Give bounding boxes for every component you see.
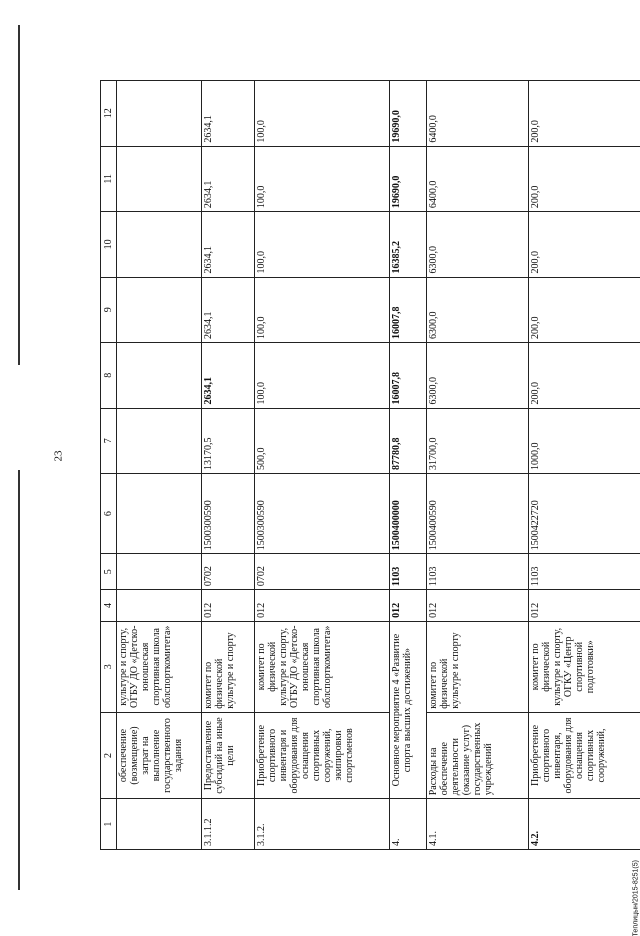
cell-csr xyxy=(117,474,202,554)
cell-year: 2634,1 xyxy=(201,81,255,147)
cell-number: 3.1.2. xyxy=(255,799,390,850)
cell-year: 100,0 xyxy=(255,277,390,342)
cell-total: 87780,8 xyxy=(390,408,427,473)
footer-code: Теплицын/2015-8251(5) xyxy=(632,860,639,936)
header-cell: 2 xyxy=(101,712,117,799)
cell-total: 31700,0 xyxy=(426,408,528,473)
header-cell: 12 xyxy=(101,81,117,147)
cell-year xyxy=(117,146,202,211)
header-cell: 11 xyxy=(101,146,117,211)
cell-name: Основное мероприятие 4 «Развитие спорта высших достижений» xyxy=(390,621,427,798)
cell-number: 4.2. xyxy=(528,799,640,850)
cell-grbs xyxy=(117,590,202,622)
cell-year: 100,0 xyxy=(255,212,390,277)
cell-total xyxy=(117,408,202,473)
cell-grbs: 012 xyxy=(426,590,528,622)
cell-number: 4. xyxy=(390,799,427,850)
cell-year: 19690,0 xyxy=(390,81,427,147)
cell-grbs: 012 xyxy=(201,590,255,622)
cell-year: 6300,0 xyxy=(426,212,528,277)
cell-name: Приобретение спортивного инвентаря, оборудования для оснащения спортивных сооружений, xyxy=(528,712,640,799)
cell-name: Приобретение спортивного инвентаря и оборудования для оснащения спортивных сооружений, экипировки спортсменов xyxy=(255,712,390,799)
cell-grbs: 012 xyxy=(255,590,390,622)
table-row xyxy=(201,81,255,850)
cell-csr: 1500300590 xyxy=(255,474,390,554)
header-cell: 7 xyxy=(101,408,117,473)
cell-year: 2634,1 xyxy=(201,277,255,342)
cell-grbs: 012 xyxy=(390,590,427,622)
cell-name: Предоставление субсидий на иные цели xyxy=(201,712,255,799)
cell-number xyxy=(117,799,202,850)
table-row xyxy=(117,81,202,850)
table-row xyxy=(528,81,640,850)
header-cell: 10 xyxy=(101,212,117,277)
cell-year xyxy=(117,277,202,342)
header-cell: 6 xyxy=(101,474,117,554)
header-row xyxy=(101,81,117,850)
cell-total: 500,0 xyxy=(255,408,390,473)
cell-year xyxy=(117,81,202,147)
left-margin-line-bottom xyxy=(18,470,20,890)
cell-rzpr: 0702 xyxy=(201,554,255,590)
cell-number: 4.1. xyxy=(426,799,528,850)
cell-year xyxy=(117,212,202,277)
cell-year: 200,0 xyxy=(528,343,640,408)
budget-table xyxy=(100,80,640,850)
header-cell: 3 xyxy=(101,621,117,712)
cell-csr: 1500400590 xyxy=(426,474,528,554)
cell-rzpr: 1103 xyxy=(390,554,427,590)
cell-executor: культуре и спорту, ОГБУ ДО «Детско-юношеская спортивная школа облспорткомитета» xyxy=(117,621,202,712)
header-cell: 8 xyxy=(101,343,117,408)
left-margin-line-top xyxy=(18,25,20,365)
cell-csr: 1500400000 xyxy=(390,474,427,554)
cell-rzpr: 0702 xyxy=(255,554,390,590)
cell-year: 16007,8 xyxy=(390,343,427,408)
header-cell: 1 xyxy=(101,799,117,850)
table-row xyxy=(255,81,390,850)
cell-year: 100,0 xyxy=(255,343,390,408)
cell-year: 16007,8 xyxy=(390,277,427,342)
cell-year: 100,0 xyxy=(255,146,390,211)
cell-executor: комитет по физической культуре и спорту xyxy=(426,621,528,712)
cell-year: 19690,0 xyxy=(390,146,427,211)
cell-csr: 1500422720 xyxy=(528,474,640,554)
table-row xyxy=(426,81,528,850)
cell-year: 6400,0 xyxy=(426,146,528,211)
cell-executor: комитет по физической культуре и спорту, ОГБУ ДО «Детско-юношеская спортивная школа облспорткомитета» xyxy=(255,621,390,712)
header-cell: 5 xyxy=(101,554,117,590)
cell-rzpr: 1103 xyxy=(528,554,640,590)
cell-name: обеспечение (возмещение) затрат на выполнение государственного задания xyxy=(117,712,202,799)
cell-year: 200,0 xyxy=(528,146,640,211)
cell-year: 2634,1 xyxy=(201,212,255,277)
cell-year: 200,0 xyxy=(528,277,640,342)
cell-year: 6300,0 xyxy=(426,343,528,408)
cell-csr: 1500300590 xyxy=(201,474,255,554)
rotated-table-container xyxy=(100,80,640,850)
cell-year: 200,0 xyxy=(528,81,640,147)
cell-total: 1000,0 xyxy=(528,408,640,473)
header-cell: 9 xyxy=(101,277,117,342)
cell-year: 2634,1 xyxy=(201,146,255,211)
cell-executor: комитет по физической культуре и спорту, ОГКУ «Центр спортивной подготовки» xyxy=(528,621,640,712)
cell-number: 3.1.1.2 xyxy=(201,799,255,850)
page-number: 23 xyxy=(52,450,65,462)
cell-year: 16385,2 xyxy=(390,212,427,277)
cell-executor: комитет по физической культуре и спорту xyxy=(201,621,255,712)
cell-rzpr: 1103 xyxy=(426,554,528,590)
cell-year: 100,0 xyxy=(255,81,390,147)
cell-grbs: 012 xyxy=(528,590,640,622)
cell-year xyxy=(117,343,202,408)
cell-rzpr xyxy=(117,554,202,590)
cell-year: 6300,0 xyxy=(426,277,528,342)
cell-year: 6400,0 xyxy=(426,81,528,147)
rotated-table-wrapper xyxy=(100,80,640,850)
cell-total: 13170,5 xyxy=(201,408,255,473)
cell-year: 2634,1 xyxy=(201,343,255,408)
cell-name: Расходы на обеспечение деятельности (оказание услуг) государственных учреждений xyxy=(426,712,528,799)
table-row-subtotal xyxy=(390,81,427,850)
cell-year: 200,0 xyxy=(528,212,640,277)
header-cell: 4 xyxy=(101,590,117,622)
